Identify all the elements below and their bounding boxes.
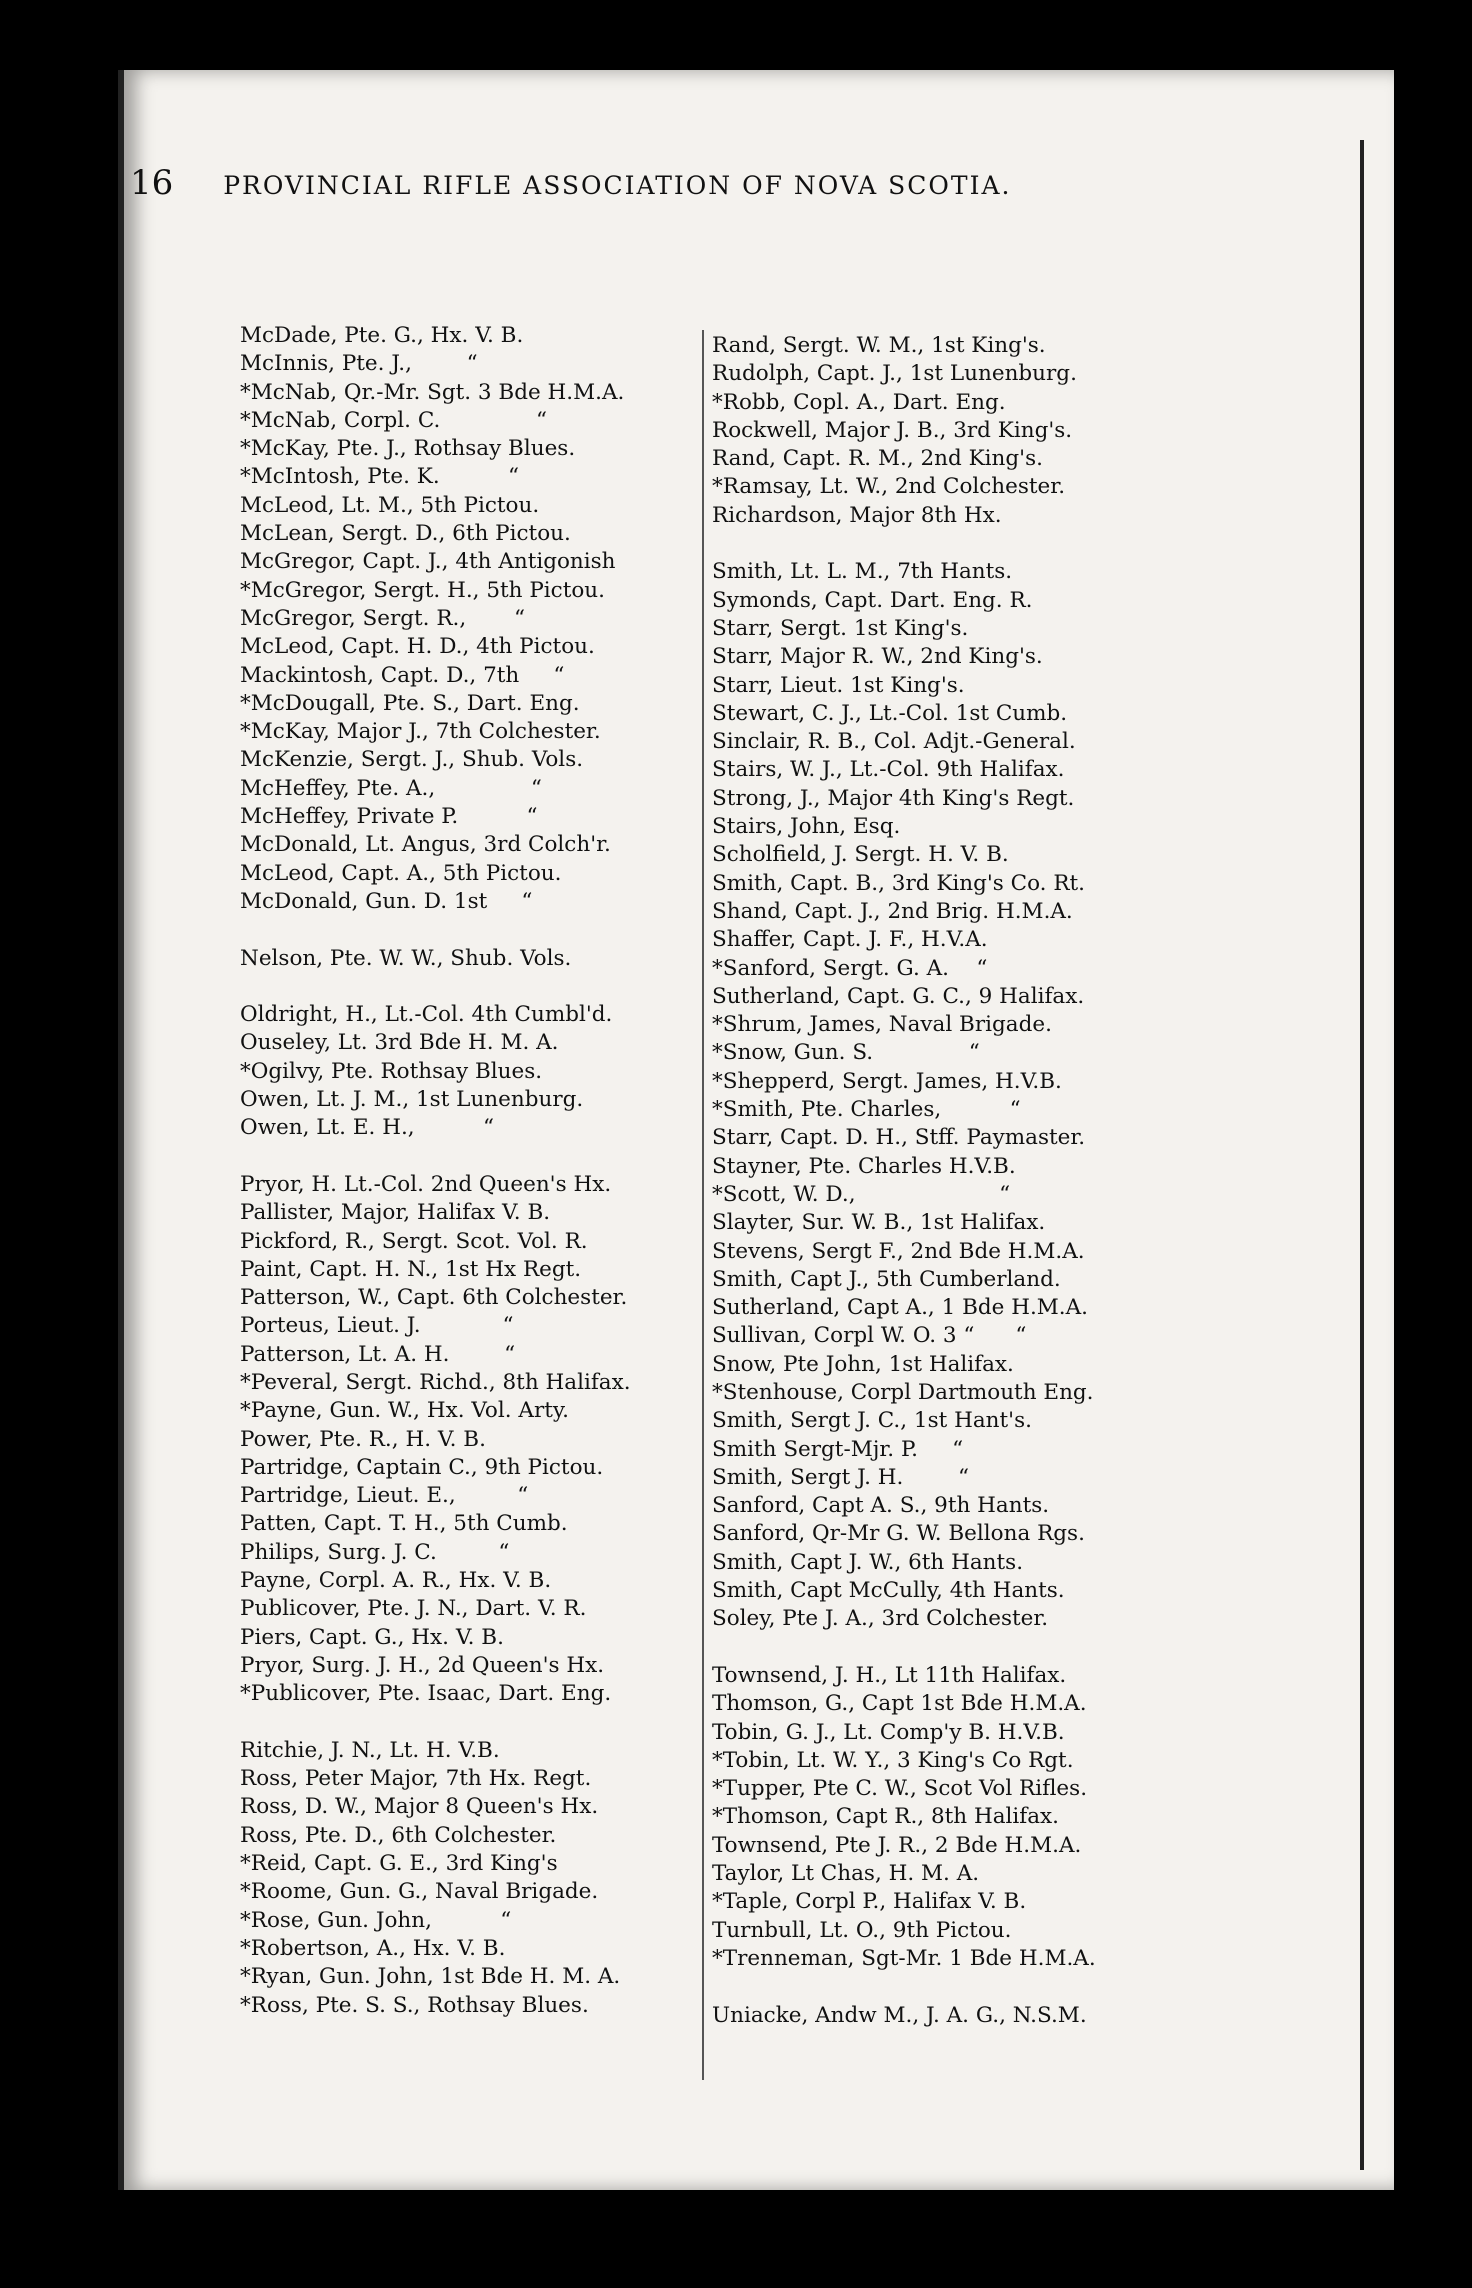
roster-entry: Mackintosh, Capt. D., 7th “: [240, 662, 565, 688]
roster-entry: *Ogilvy, Pte. Rothsay Blues.: [240, 1058, 543, 1084]
roster-entry: Ross, Pte. D., 6th Colchester.: [240, 1822, 557, 1848]
roster-entry: McLeod, Capt. H. D., 4th Pictou.: [240, 634, 595, 660]
left-column: [240, 322, 780, 2020]
roster-entry: Pryor, Surg. J. H., 2d Queen's Hx.: [240, 1652, 605, 1678]
roster-entry: Partridge, Lieut. E., “: [240, 1483, 529, 1509]
roster-entry: Stairs, W. J., Lt.-Col. 9th Halifax.: [712, 757, 1065, 783]
roster-entry: Soley, Pte J. A., 3rd Colchester.: [712, 1606, 1049, 1632]
roster-entry: Starr, Major R. W., 2nd King's.: [712, 644, 1043, 670]
page-edge: [1360, 140, 1364, 2170]
section-gap: [712, 1634, 1272, 1662]
roster-entry: McDonald, Gun. D. 1st “: [240, 888, 533, 914]
roster-entry: Oldright, H., Lt.-Col. 4th Cumbl'd.: [240, 1002, 613, 1028]
roster-entry: *McNab, Corpl. C. “: [240, 407, 548, 433]
roster-entry: Sutherland, Capt A., 1 Bde H.M.A.: [712, 1295, 1088, 1321]
roster-entry: Owen, Lt. J. M., 1st Lunenburg.: [240, 1087, 584, 1113]
roster-entry: McHeffey, Private P. “: [240, 804, 538, 830]
section-gap: [240, 916, 780, 944]
roster-entry: Ross, D. W., Major 8 Queen's Hx.: [240, 1794, 599, 1820]
roster-entry: *Smith, Pte. Charles, “: [712, 1097, 1021, 1123]
roster-entry: *Ramsay, Lt. W., 2nd Colchester.: [712, 474, 1066, 500]
section-gap: [712, 1973, 1272, 2001]
roster-entry: *Tupper, Pte C. W., Scot Vol Rifles.: [712, 1776, 1088, 1802]
roster-entry: *McKay, Pte. J., Rothsay Blues.: [240, 436, 576, 462]
section-gap: [240, 1709, 780, 1737]
roster-entry: *Thomson, Capt R., 8th Halifax.: [712, 1804, 1060, 1830]
roster-entry: *Shrum, James, Naval Brigade.: [712, 1012, 1052, 1038]
roster-entry: Patten, Capt. T. H., 5th Cumb.: [240, 1511, 568, 1537]
roster-entry: Pickford, R., Sergt. Scot. Vol. R.: [240, 1228, 588, 1254]
roster-entry: Paint, Capt. H. N., 1st Hx Regt.: [240, 1256, 582, 1282]
roster-entry: Publicover, Pte. J. N., Dart. V. R.: [240, 1596, 587, 1622]
roster-entry: *McGregor, Sergt. H., 5th Pictou.: [240, 577, 605, 603]
roster-entry: McGregor, Capt. J., 4th Antigonish: [240, 549, 616, 575]
roster-entry: Stairs, John, Esq.: [712, 814, 901, 840]
roster-entry: Richardson, Major 8th Hx.: [712, 502, 1002, 528]
roster-entry: *Reid, Capt. G. E., 3rd King's: [240, 1851, 558, 1877]
roster-entry: Thomson, G., Capt 1st Bde H.M.A.: [712, 1691, 1087, 1717]
roster-entry: *Shepperd, Sergt. James, H.V.B.: [712, 1068, 1062, 1094]
roster-entry: Owen, Lt. E. H., “: [240, 1115, 494, 1141]
roster-entry: Smith, Capt J. W., 6th Hants.: [712, 1549, 1024, 1575]
roster-entry: Sullivan, Corpl W. O. 3 “ “: [712, 1323, 1027, 1349]
roster-entry: Smith, Capt. B., 3rd King's Co. Rt.: [712, 870, 1086, 896]
roster-entry: Smith, Capt J., 5th Cumberland.: [712, 1266, 1061, 1292]
roster-entry: Scholfield, J. Sergt. H. V. B.: [712, 842, 1009, 868]
roster-entry: Strong, J., Major 4th King's Regt.: [712, 785, 1075, 811]
roster-entry: McDade, Pte. G., Hx. V. B.: [240, 323, 524, 348]
roster-entry: Sanford, Capt A. S., 9th Hants.: [712, 1493, 1050, 1519]
roster-entry: Townsend, J. H., Lt 11th Halifax.: [712, 1662, 1067, 1688]
roster-entry: Patterson, Lt. A. H. “: [240, 1341, 516, 1367]
roster-entry: Philips, Surg. J. C. “: [240, 1539, 510, 1565]
roster-entry: Sanford, Qr-Mr G. W. Bellona Rgs.: [712, 1521, 1085, 1547]
roster-entry: Smith Sergt-Mjr. P. “: [712, 1436, 964, 1462]
roster-entry: Starr, Sergt. 1st King's.: [712, 615, 969, 641]
roster-entry: *Publicover, Pte. Isaac, Dart. Eng.: [240, 1681, 612, 1707]
roster-entry: Ross, Peter Major, 7th Hx. Regt.: [240, 1766, 592, 1792]
roster-entry: McLeod, Capt. A., 5th Pictou.: [240, 860, 562, 886]
roster-entry: McDonald, Lt. Angus, 3rd Colch'r.: [240, 832, 611, 858]
roster-entry: McLean, Sergt. D., 6th Pictou.: [240, 521, 571, 547]
roster-entry: *Taple, Corpl P., Halifax V. B.: [712, 1889, 1027, 1915]
roster-entry: McLeod, Lt. M., 5th Pictou.: [240, 492, 540, 518]
roster-entry: *Robertson, A., Hx. V. B.: [240, 1935, 506, 1961]
roster-entry: Starr, Lieut. 1st King's.: [712, 672, 965, 698]
roster-entry: Rand, Sergt. W. M., 1st King's.: [712, 333, 1046, 358]
roster-entry: Stewart, C. J., Lt.-Col. 1st Cumb.: [712, 700, 1068, 726]
roster-entry: *Snow, Gun. S. “: [712, 1040, 980, 1066]
roster-entry: Piers, Capt. G., Hx. V. B.: [240, 1624, 504, 1650]
roster-entry: *Payne, Gun. W., Hx. Vol. Arty.: [240, 1398, 569, 1424]
roster-entry: Pryor, H. Lt.-Col. 2nd Queen's Hx.: [240, 1171, 612, 1197]
roster-entry: Nelson, Pte. W. W., Shub. Vols.: [240, 945, 572, 971]
roster-entry: Snow, Pte John, 1st Halifax.: [712, 1351, 1014, 1377]
roster-entry: *Robb, Copl. A., Dart. Eng.: [712, 389, 1006, 415]
page-title: PROVINCIAL RIFLE ASSOCIATION OF NOVA SCOTIA.: [223, 171, 1012, 200]
roster-entry: McKenzie, Sergt. J., Shub. Vols.: [240, 747, 584, 773]
section-gap: [712, 530, 1272, 558]
roster-entry: *Sanford, Sergt. G. A. “: [712, 955, 988, 981]
roster-entry: *Tobin, Lt. W. Y., 3 King's Co Rgt.: [712, 1747, 1074, 1773]
roster-entry: Sinclair, R. B., Col. Adjt.-General.: [712, 729, 1076, 755]
roster-entry: Starr, Capt. D. H., Stff. Paymaster.: [712, 1125, 1086, 1151]
roster-entry: *Ross, Pte. S. S., Rothsay Blues.: [240, 1992, 589, 2018]
roster-entry: Tobin, G. J., Lt. Comp'y B. H.V.B.: [712, 1719, 1065, 1745]
roster-entry: Rand, Capt. R. M., 2nd King's.: [712, 446, 1043, 472]
roster-entry: Patterson, W., Capt. 6th Colchester.: [240, 1285, 628, 1311]
roster-entry: *Stenhouse, Corpl Dartmouth Eng.: [712, 1379, 1094, 1405]
roster-entry: *Scott, W. D., “: [712, 1181, 1011, 1207]
section-gap: [240, 1143, 780, 1171]
roster-entry: Sutherland, Capt. G. C., 9 Halifax.: [712, 983, 1085, 1009]
roster-entry: Uniacke, Andw M., J. A. G., N.S.M.: [712, 2002, 1087, 2028]
section-gap: [240, 973, 780, 1001]
roster-entry: *Roome, Gun. G., Naval Brigade.: [240, 1879, 599, 1905]
roster-entry: McInnis, Pte. J., “: [240, 351, 478, 377]
roster-entry: Townsend, Pte J. R., 2 Bde H.M.A.: [712, 1832, 1082, 1858]
roster-entry: Smith, Capt McCully, 4th Hants.: [712, 1578, 1065, 1604]
roster-entry: *McIntosh, Pte. K. “: [240, 464, 520, 490]
roster-entry: *Rose, Gun. John, “: [240, 1907, 512, 1933]
roster-entry: Smith, Sergt J. H. “: [712, 1464, 969, 1490]
roster-entry: Ouseley, Lt. 3rd Bde H. M. A.: [240, 1030, 559, 1056]
page-number: 16: [130, 163, 174, 203]
roster-entry: Porteus, Lieut. J. “: [240, 1313, 514, 1339]
roster-entry: Shand, Capt. J., 2nd Brig. H.M.A.: [712, 898, 1073, 924]
roster-entry: Stevens, Sergt F., 2nd Bde H.M.A.: [712, 1238, 1085, 1264]
roster-entry: Symonds, Capt. Dart. Eng. R.: [712, 587, 1033, 613]
roster-entry: Smith, Sergt J. C., 1st Hant's.: [712, 1408, 1032, 1434]
page-header: [130, 163, 1130, 203]
roster-entry: Rockwell, Major J. B., 3rd King's.: [712, 417, 1073, 443]
roster-entry: Payne, Corpl. A. R., Hx. V. B.: [240, 1568, 552, 1594]
roster-entry: *McKay, Major J., 7th Colchester.: [240, 719, 601, 745]
roster-entry: *Ryan, Gun. John, 1st Bde H. M. A.: [240, 1964, 621, 1990]
roster-entry: Pallister, Major, Halifax V. B.: [240, 1200, 551, 1226]
roster-entry: Turnbull, Lt. O., 9th Pictou.: [712, 1917, 1012, 1943]
roster-entry: Power, Pte. R., H. V. B.: [240, 1426, 486, 1452]
roster-entry: Shaffer, Capt. J. F., H.V.A.: [712, 927, 988, 953]
roster-entry: Ritchie, J. N., Lt. H. V.B.: [240, 1737, 500, 1763]
roster-entry: *Trenneman, Sgt-Mr. 1 Bde H.M.A.: [712, 1945, 1096, 1971]
roster-entry: *Peveral, Sergt. Richd., 8th Halifax.: [240, 1369, 631, 1395]
roster-entry: McHeffey, Pte. A., “: [240, 775, 542, 801]
roster-entry: Smith, Lt. L. M., 7th Hants.: [712, 559, 1013, 585]
roster-entry: Stayner, Pte. Charles H.V.B.: [712, 1153, 1016, 1179]
roster-entry: Rudolph, Capt. J., 1st Lunenburg.: [712, 361, 1077, 387]
roster-entry: Partridge, Captain C., 9th Pictou.: [240, 1454, 604, 1480]
roster-entry: McGregor, Sergt. R., “: [240, 605, 526, 631]
roster-entry: Taylor, Lt Chas, H. M. A.: [712, 1861, 980, 1887]
right-column: [712, 332, 1272, 2030]
roster-entry: *McDougall, Pte. S., Dart. Eng.: [240, 690, 580, 716]
column-divider: [702, 330, 704, 2080]
roster-entry: Slayter, Sur. W. B., 1st Halifax.: [712, 1210, 1046, 1236]
roster-entry: *McNab, Qr.-Mr. Sgt. 3 Bde H.M.A.: [240, 379, 625, 405]
